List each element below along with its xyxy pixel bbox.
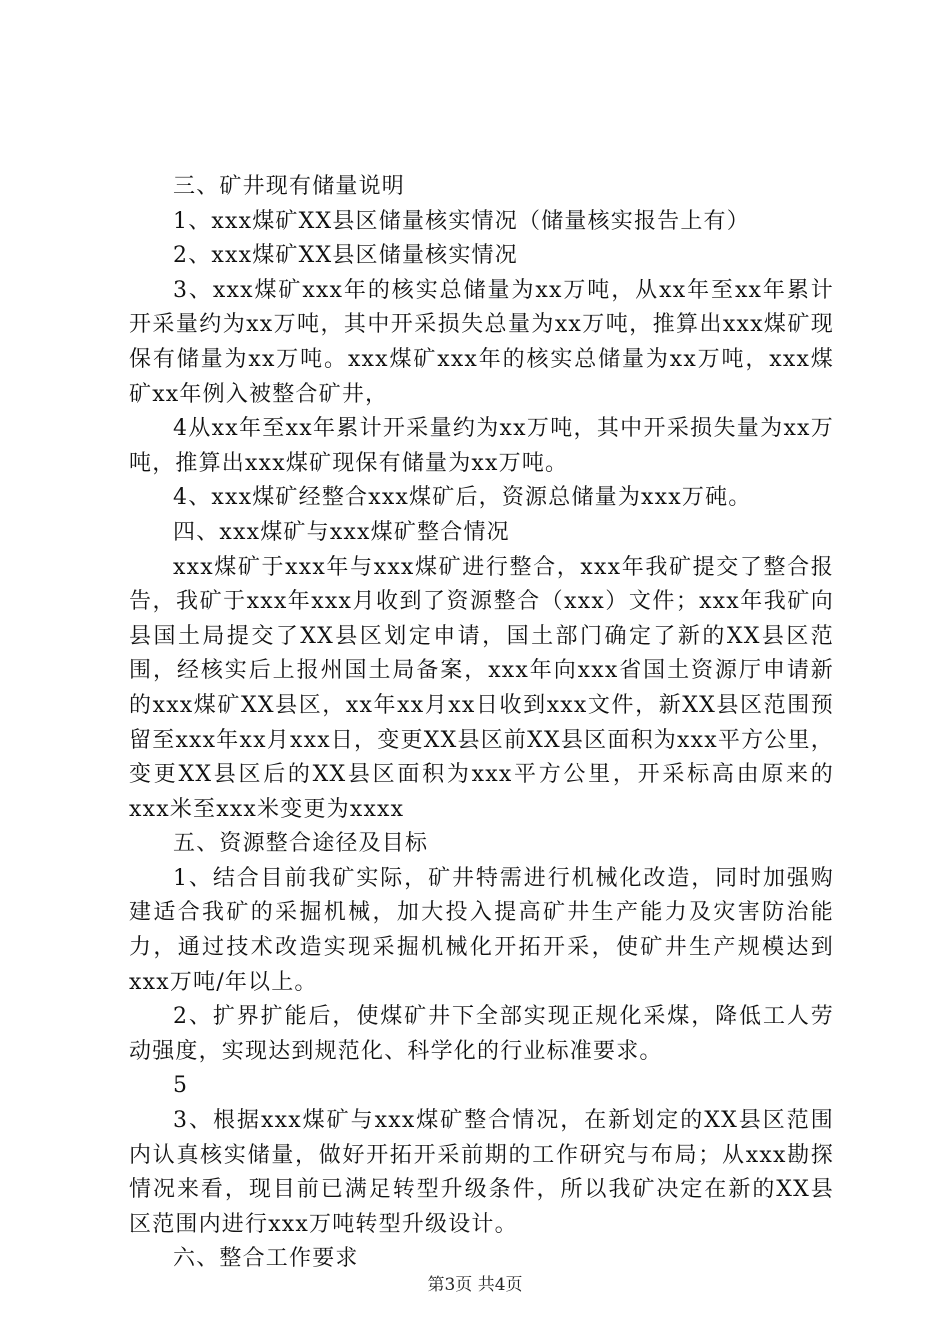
section-heading-3: 三、矿井现有储量说明 [173, 174, 406, 199]
stray-number: 5 [173, 1073, 189, 1099]
paragraph-5-1: 1、结合目前我矿实际，矿井特需进行机械化改造，同时加强购建适合我矿的采掘机械，加大投入提高矿井生产能力及灾害防治能力，通过技术改造实现采掘机械化开拓开采，使矿井生产规模达到xxx万吨/年以上。 [129, 865, 834, 995]
paragraph-3-1: 1、xxx煤矿XX县区储量核实情况（储量核实报告上有） [173, 208, 750, 234]
paragraph-5-3: 3、根据xxx煤矿与xxx煤矿整合情况，在新划定的XX县区范围内认真核实储量，做好开拓开采前期的工作研究与布局；从xxx勘探情况来看，现目前已满足转型升级条件，所以我矿决定在新的XX县区范围内进行xxx万吨转型升级设计。 [129, 1108, 834, 1237]
document-body [129, 170, 834, 1277]
paragraph-3-3: 3、xxx煤矿xxx年的核实总储量为xx万吨，从xx年至xx年累计开采量约为xx万吨，其中开采损失总量为xx万吨，推算出xxx煤矿现保有储量为xx万吨。xxx煤矿xxx年的核实总储量为xx万吨，xxx煤矿xx年例入被整合矿井， [129, 277, 834, 407]
paragraph-3-2: 2、xxx煤矿XX县区储量核实情况 [173, 243, 518, 269]
section-heading-5: 五、资源整合途径及目标 [173, 831, 429, 857]
paragraph-4-1: xxx煤矿于xxx年与xxx煤矿进行整合，xxx年我矿提交了整合报告，我矿于xxx年xxx月收到了资源整合（xxx）文件；xxx年我矿向县国土局提交了XX县区划定申请，国土部门确定了新的XX县区范围，经核实后上报州国土局备案，xxx年向xxx省国土资源厅申请新的xxx煤矿XX县区，xx年xx月xx日收到xxx文件，新XX县区范围预留至xxx年xx月xxx日，变更XX县区前XX县区面积为xxx平方公里，变更XX县区后的XX县区面积为xxx平方公里，开采标高由原来的xxx米至xxx米变更为xxxx [129, 554, 834, 822]
paragraph-5-2: 2、扩界扩能后，使煤矿井下全部实现正规化采煤，降低工人劳动强度，实现达到规范化、科学化的行业标准要求。 [129, 1004, 834, 1064]
paragraph-3-4b: 4、xxx煤矿经整合xxx煤矿后，资源总储量为xxx万砘。 [173, 485, 752, 511]
page-footer: 第3页 共4页 [427, 1275, 523, 1295]
section-heading-4: 四、xxx煤矿与xxx煤矿整合情况 [173, 519, 510, 545]
section-heading-6: 六、整合工作要求 [173, 1246, 359, 1272]
paragraph-3-4a: 4从xx年至xx年累计开采量约为xx万吨，其中开采损失量为xx万吨，推算出xxx煤矿现保有储量为xx万吨。 [129, 416, 834, 476]
